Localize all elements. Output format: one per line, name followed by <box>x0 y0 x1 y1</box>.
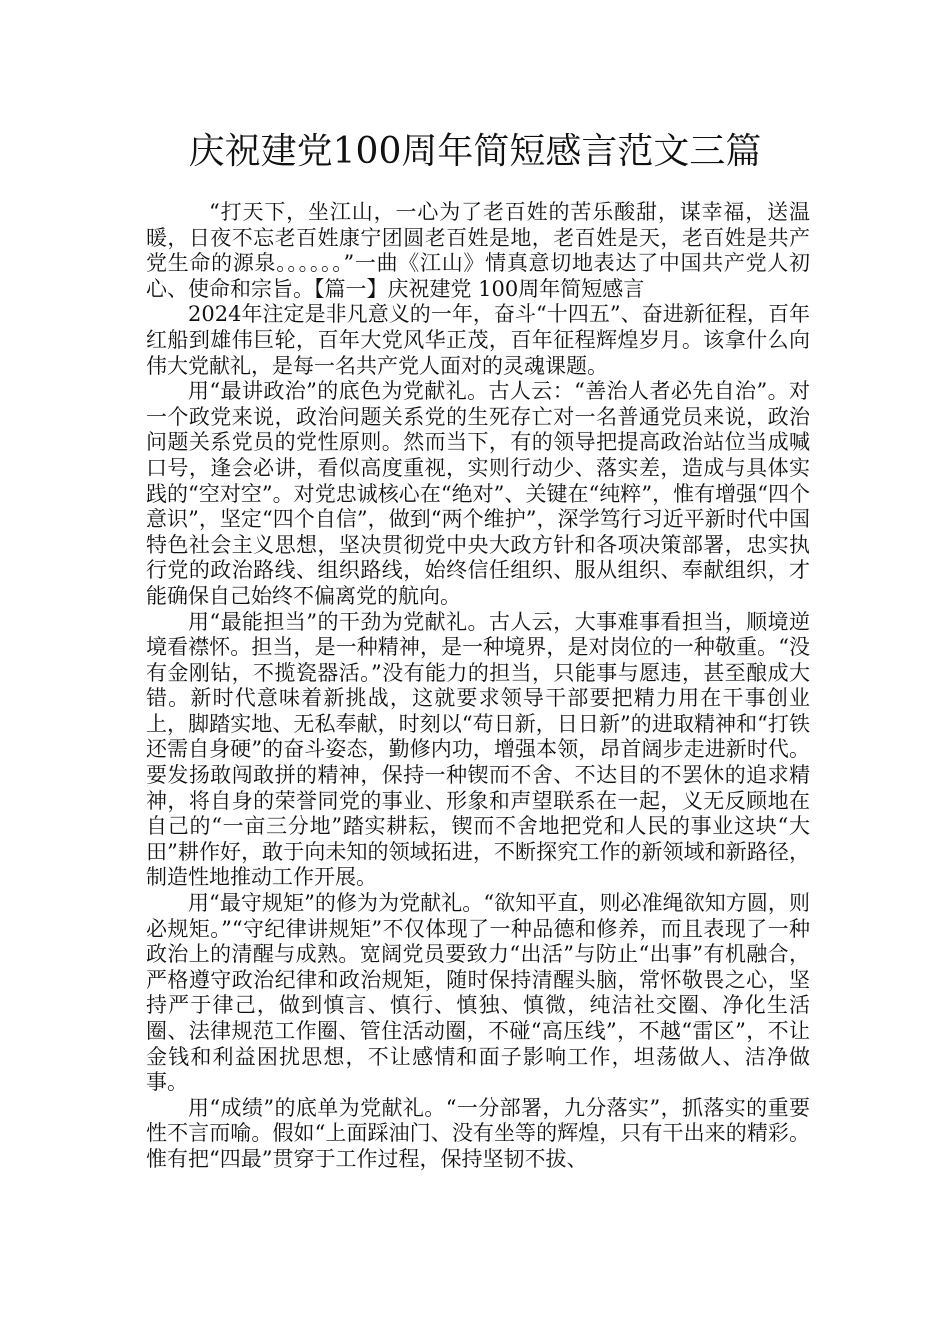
paragraph-responsibility: 用“最能担当”的干劲为党献礼。古人云，大事难事看担当，顺境逆境看襟怀。担当，是一种精神，是一种境界，是对岗位的一种敬重。“没有金刚钻，不揽瓷器活。”没有能力的担当，只能事与愿违，甚至酿成大错。新时代意味着新挑战，这就要求领导干部要把精力用在干事创业上，脚踏实地、无私奉献，时刻以“苟日新，日日新”的进取精神和“打铁还需自身硬”的奋斗姿态，勤修内功，增强本领，昂首阔步走进新时代。要发扬敢闯敢拼的精神，保持一种锲而不舍、不达目的不罢休的追求精神，将自身的荣誉同党的事业、形象和声望联系在一起，义无反顾地在自己的“一亩三分地”踏实耕耘，锲而不舍地把党和人民的事业这块“大田”耕作好，敢于向未知的领域拓进，不断探究工作的新领域和新路径，制造性地推动工作开展。 <box>146 609 810 890</box>
paragraph-rules: 用“最守规矩”的修为为党献礼。“欲知平直，则必准绳欲知方圆，则必规矩。”“守纪律讲规矩”不仅体现了一种品德和修养，而且表现了一种政治上的清醒与成熟。宽阔党员要致力“出活”与防止“出事”有机融合，严格遵守政治纪律和政治规矩，随时保持清醒头脑，常怀敬畏之心，坚持严于律己，做到慎言、慎行、慎独、慎微，纯洁社交圈、净化生活圈、法律规范工作圈、管住活动圈，不碰“高压线”，不越“雷区”，不让金钱和利益困扰思想，不让感情和面子影响工作，坦荡做人、洁净做事。 <box>146 891 810 1095</box>
paragraph-2024: 2024年注定是非凡意义的一年，奋斗“十四五”、奋进新征程，百年红船到雄伟巨轮，百年大党风华正茂，百年征程辉煌岁月。该拿什么向伟大党献礼，是每一名共产党人面对的灵魂课题。 <box>146 302 810 378</box>
paragraph-politics: 用“最讲政治”的底色为党献礼。古人云：“善治人者必先自治”。对一个政党来说，政治问题关系党的生死存亡对一名普通党员来说，政治问题关系党员的党性原则。然而当下，有的领导把提高政治站位当成喊口号，逢会必讲，看似高度重视，实则行动少、落实差，造成与具体实践的“空对空”。对党忠诚核心在“绝对”、关键在“纯粹”，惟有增强“四个意识”，坚定“四个自信”，做到“两个维护”，深学笃行习近平新时代中国特色社会主义思想，坚决贯彻党中央大政方针和各项决策部署，忠实执行党的政治路线、组织路线，始终信任组织、服从组织、奉献组织，才能确保自己始终不偏离党的航向。 <box>146 379 810 608</box>
paragraph-intro: “打天下，坐江山，一心为了老百姓的苦乐酸甜，谋幸福，送温暖，日夜不忘老百姓康宁团圆老百姓是地，老百姓是天，老百姓是共产党生命的源泉。。。。。。”一曲《江山》情真意切地表达了中国共产党人初心、使命和宗旨。【篇一】庆祝建党 100周年简短感言 <box>146 200 810 301</box>
document-title: 庆祝建党100周年简短感言范文三篇 <box>188 131 762 172</box>
document-body <box>146 200 810 1173</box>
paragraph-results: 用“成绩”的底单为党献礼。“一分部署，九分落实”，抓落实的重要性不言而喻。假如“上面踩油门、没有坐等的辉煌，只有干出来的精彩。惟有把“四最”贯穿于工作过程，保持坚韧不拔、 <box>146 1095 810 1171</box>
